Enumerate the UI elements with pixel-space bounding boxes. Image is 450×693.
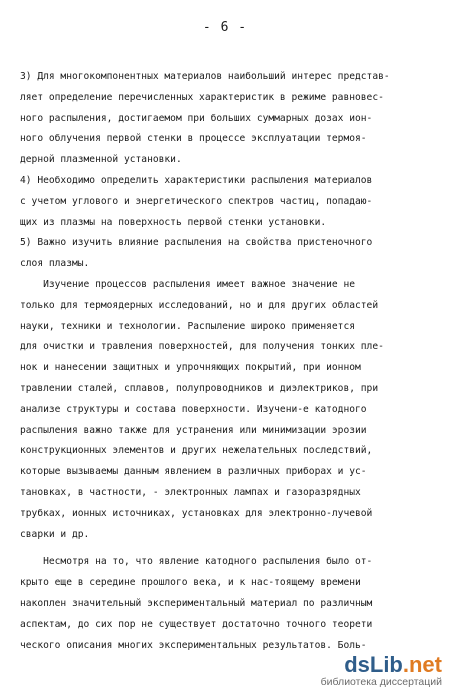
page-number: - 6 - xyxy=(202,20,248,35)
text-line: ческого описания многих экспериментальных результатов. Боль- xyxy=(20,639,367,651)
text-line: тановках, в частности, - электронных лампах и газоразрядных xyxy=(20,486,361,498)
text-line: Несмотря на то, что явление катодного распыления было от- xyxy=(20,556,373,568)
text-line: дерной плазменной установки. xyxy=(20,154,182,166)
text-line: для очистки и травления поверхностей, для получения тонких пле- xyxy=(20,341,384,353)
text-line: слоя плазмы. xyxy=(20,258,90,270)
paragraph xyxy=(20,275,432,545)
watermark xyxy=(321,654,442,689)
paragraph xyxy=(20,233,432,275)
watermark-logo-name: dsLib xyxy=(344,652,403,677)
paragraph xyxy=(20,552,432,656)
text-line: аспектам, до сих пор не существует достаточно точного теорети xyxy=(20,618,373,630)
text-line: которые вызываемы данным явлением в различных приборах и ус- xyxy=(20,466,367,478)
watermark-logo[interactable] xyxy=(321,654,442,676)
text-line: сварки и др. xyxy=(20,528,90,540)
text-line: крыто еще в середине прошлого века, и к нас-тоящему времени xyxy=(20,577,361,589)
text-line: Изучение процессов распыления имеет важное значение не xyxy=(20,278,356,290)
paragraph-gap xyxy=(20,545,432,552)
text-line: науки, техники и технологии. Распыление широко применяется xyxy=(20,320,356,332)
text-line: с учетом углового и энергетического спектров частиц, попадаю- xyxy=(20,195,373,207)
text-line: нок и нанесении защитных и упрочняющих покрытий, при ионном xyxy=(20,362,361,374)
text-line: распыления важно также для устранения или минимизации эрозии xyxy=(20,424,367,436)
paragraph xyxy=(20,67,432,171)
text-line: ляет определение перечисленных характеристик в режиме равновес- xyxy=(20,91,384,103)
watermark-logo-tld: .net xyxy=(402,652,442,677)
text-line: 5) Важно изучить влияние распыления на свойства пристеночного xyxy=(20,237,373,249)
text-line: 3) Для многокомпонентных материалов наибольший интерес представ- xyxy=(20,71,390,82)
paragraph xyxy=(20,171,432,233)
text-line: накоплен значительный экспериментальный материал по различным xyxy=(20,597,373,609)
document-body xyxy=(20,67,432,656)
text-line: только для термоядерных исследований, но и для других областей xyxy=(20,299,379,311)
text-line: травлении сталей, сплавов, полупроводников и диэлектриков, при xyxy=(20,382,379,394)
watermark-tagline: библиотека диссертаций xyxy=(320,676,442,688)
text-line: трубках, ионных источниках, установках для электронно-лучевой xyxy=(20,507,373,519)
text-line: 4) Необходимо определить характеристики распыления материалов xyxy=(20,174,373,186)
text-line: ного распыления, достигаемом при больших суммарных дозах ион- xyxy=(20,112,373,124)
text-line: анализе структуры и состава поверхности. Изучени-е катодного xyxy=(20,403,367,415)
text-line: щих из плазмы на поверхность первой стенки установки. xyxy=(20,216,327,228)
text-line: конструкционных элементов и других нежелательных последствий, xyxy=(20,445,373,457)
text-line: ного облучения первой стенки в процессе эксплуатации термоя- xyxy=(20,133,367,145)
